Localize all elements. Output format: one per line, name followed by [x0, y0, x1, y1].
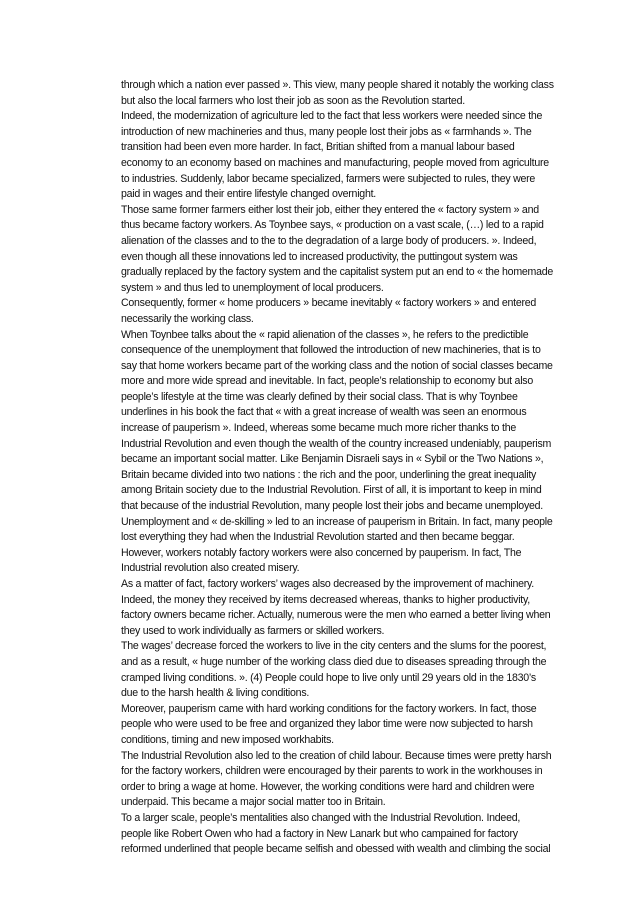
text-line: Indeed, the modernization of agriculture led to the fact that less workers were needed since the	[121, 110, 543, 123]
text-line: became an important social matter. Like Benjamin Disraeli says in « Sybil or the Two Nations »,	[121, 453, 544, 466]
text-line: to industries. Suddenly, labor became specialized, farmers were subjected to rules, they were	[121, 172, 536, 185]
text-line: they used to work individually as farmers or skilled workers.	[121, 624, 385, 637]
text-line: Unemployment and « de-skilling » led to an increase of pauperism in Britain. In fact, many people	[121, 515, 553, 528]
text-line: When Toynbee talks about the « rapid alienation of the classes », he refers to the predictible	[121, 328, 529, 341]
text-line: people like Robert Owen who had a factory in New Lanark but who campained for factory	[121, 827, 518, 840]
body-text	[121, 78, 581, 858]
text-line: necessarily the working class.	[121, 312, 254, 325]
text-line: that because of the industrial Revolution, many people lost their jobs and became unemployed.	[121, 500, 543, 513]
text-line: reformed underlined that people became selfish and obessed with wealth and climbing the social	[121, 843, 551, 856]
text-line: paid in wages and their entire lifestyle changed overnight.	[121, 188, 376, 201]
text-line: Those same former farmers either lost their job, either they entered the « factory system » and	[121, 203, 539, 216]
text-line: system » and thus led to unemployment of local producers.	[121, 281, 384, 294]
text-line: lost everything they had when the Industrial Revolution started and then became beggar.	[121, 531, 515, 544]
text-line: The wages’ decrease forced the workers to live in the city centers and the slums for the poorest,	[121, 640, 547, 653]
text-line: say that home workers became part of the working class and the notion of social classes became	[121, 359, 553, 372]
text-line: and as a result, « huge number of the working class died due to diseases spreading through the	[121, 655, 547, 668]
text-line: Consequently, former « home producers » became inevitably « factory workers » and entered	[121, 297, 537, 310]
text-line: cramped living conditions. ». (4) People could hope to live only until 29 years old in the 1830’s	[121, 671, 536, 684]
text-line: but also the local farmers who lost their job as soon as the Revolution started.	[121, 94, 465, 107]
text-line: underpaid. This became a major social matter too in Britain.	[121, 796, 386, 809]
text-line: for the factory workers, children were encouraged by their parents to work in the workhouses in	[121, 765, 543, 778]
text-line: even though all these innovations led to increased productivity, the puttingout system was	[121, 250, 518, 263]
text-line: consequence of the unemployment that followed the introduction of new machineries, that is to	[121, 344, 541, 357]
text-line: transition had been even more harder. In fact, Britian shifted from a manual labour based	[121, 141, 515, 154]
text-line: As a matter of fact, factory workers’ wages also decreased by the improvement of machinery.	[121, 578, 534, 590]
text-line: The Industrial Revolution also led to the creation of child labour. Because times were pretty harsh	[121, 749, 552, 762]
text-line: To a larger scale, people’s mentalities also changed with the Industrial Revolution. Indeed,	[121, 811, 521, 824]
text-line: conditions, timing and new imposed workhabits.	[121, 733, 334, 746]
text-line: underlines in his book the fact that « with a great increase of wealth was seen an enormous	[121, 406, 527, 419]
text-line: thus became factory workers. As Toynbee says, « production on a vast scale, (…) led to a rapid	[121, 219, 544, 232]
text-line: Industrial Revolution and even though the wealth of the country increased undeniably, pauperism	[121, 437, 552, 450]
text-line: However, workers notably factory workers were also concerned by pauperism. In fact, The	[121, 546, 522, 559]
text-line: gradually replaced by the factory system and the capitalist system put an end to « the homemade	[121, 266, 554, 279]
text-line: introduction of new machineries and thus, many people lost their jobs as « farmhands ». The	[121, 125, 532, 138]
text-line: Industrial revolution also created misery.	[121, 562, 300, 575]
text-line: alienation of the classes and to the to the degradation of a large body of producers. ». Indeed,	[121, 234, 537, 247]
text-line: among Britain society due to the Industrial Revolution. First of all, it is important to keep in mind	[121, 484, 542, 497]
text-line: Moreover, pauperism came with hard working conditions for the factory workers. In fact, those	[121, 702, 537, 715]
text-line: more and more wide spread and inevitable. In fact, people’s relationship to economy but also	[121, 375, 533, 388]
text-line: increase of pauperism ». Indeed, whereas some became much more richer thanks to the	[121, 422, 516, 435]
text-line: Indeed, the money they received by items decreased whereas, thanks to higher productivity,	[121, 593, 530, 606]
text-line: through which a nation ever passed ». This view, many people shared it notably the working class	[121, 79, 554, 91]
text-line: people who were used to be free and organized they labor time were now subjected to harsh	[121, 718, 533, 731]
text-line: Britain became divided into two nations : the rich and the poor, underlining the great inequality	[121, 468, 537, 481]
text-line: due to the harsh health & living conditions.	[121, 687, 310, 700]
text-line: factory owners became richer. Actually, numerous were the men who earned a better living when	[121, 609, 551, 622]
text-line: economy to an economy based on machines and manufacturing, people moved from agriculture	[121, 156, 549, 169]
text-line: people’s lifestyle at the time was clearly defined by their social class. That is why Toynbee	[121, 390, 518, 403]
text-line: order to bring a wage at home. However, the working conditions were hard and children were	[121, 780, 535, 793]
